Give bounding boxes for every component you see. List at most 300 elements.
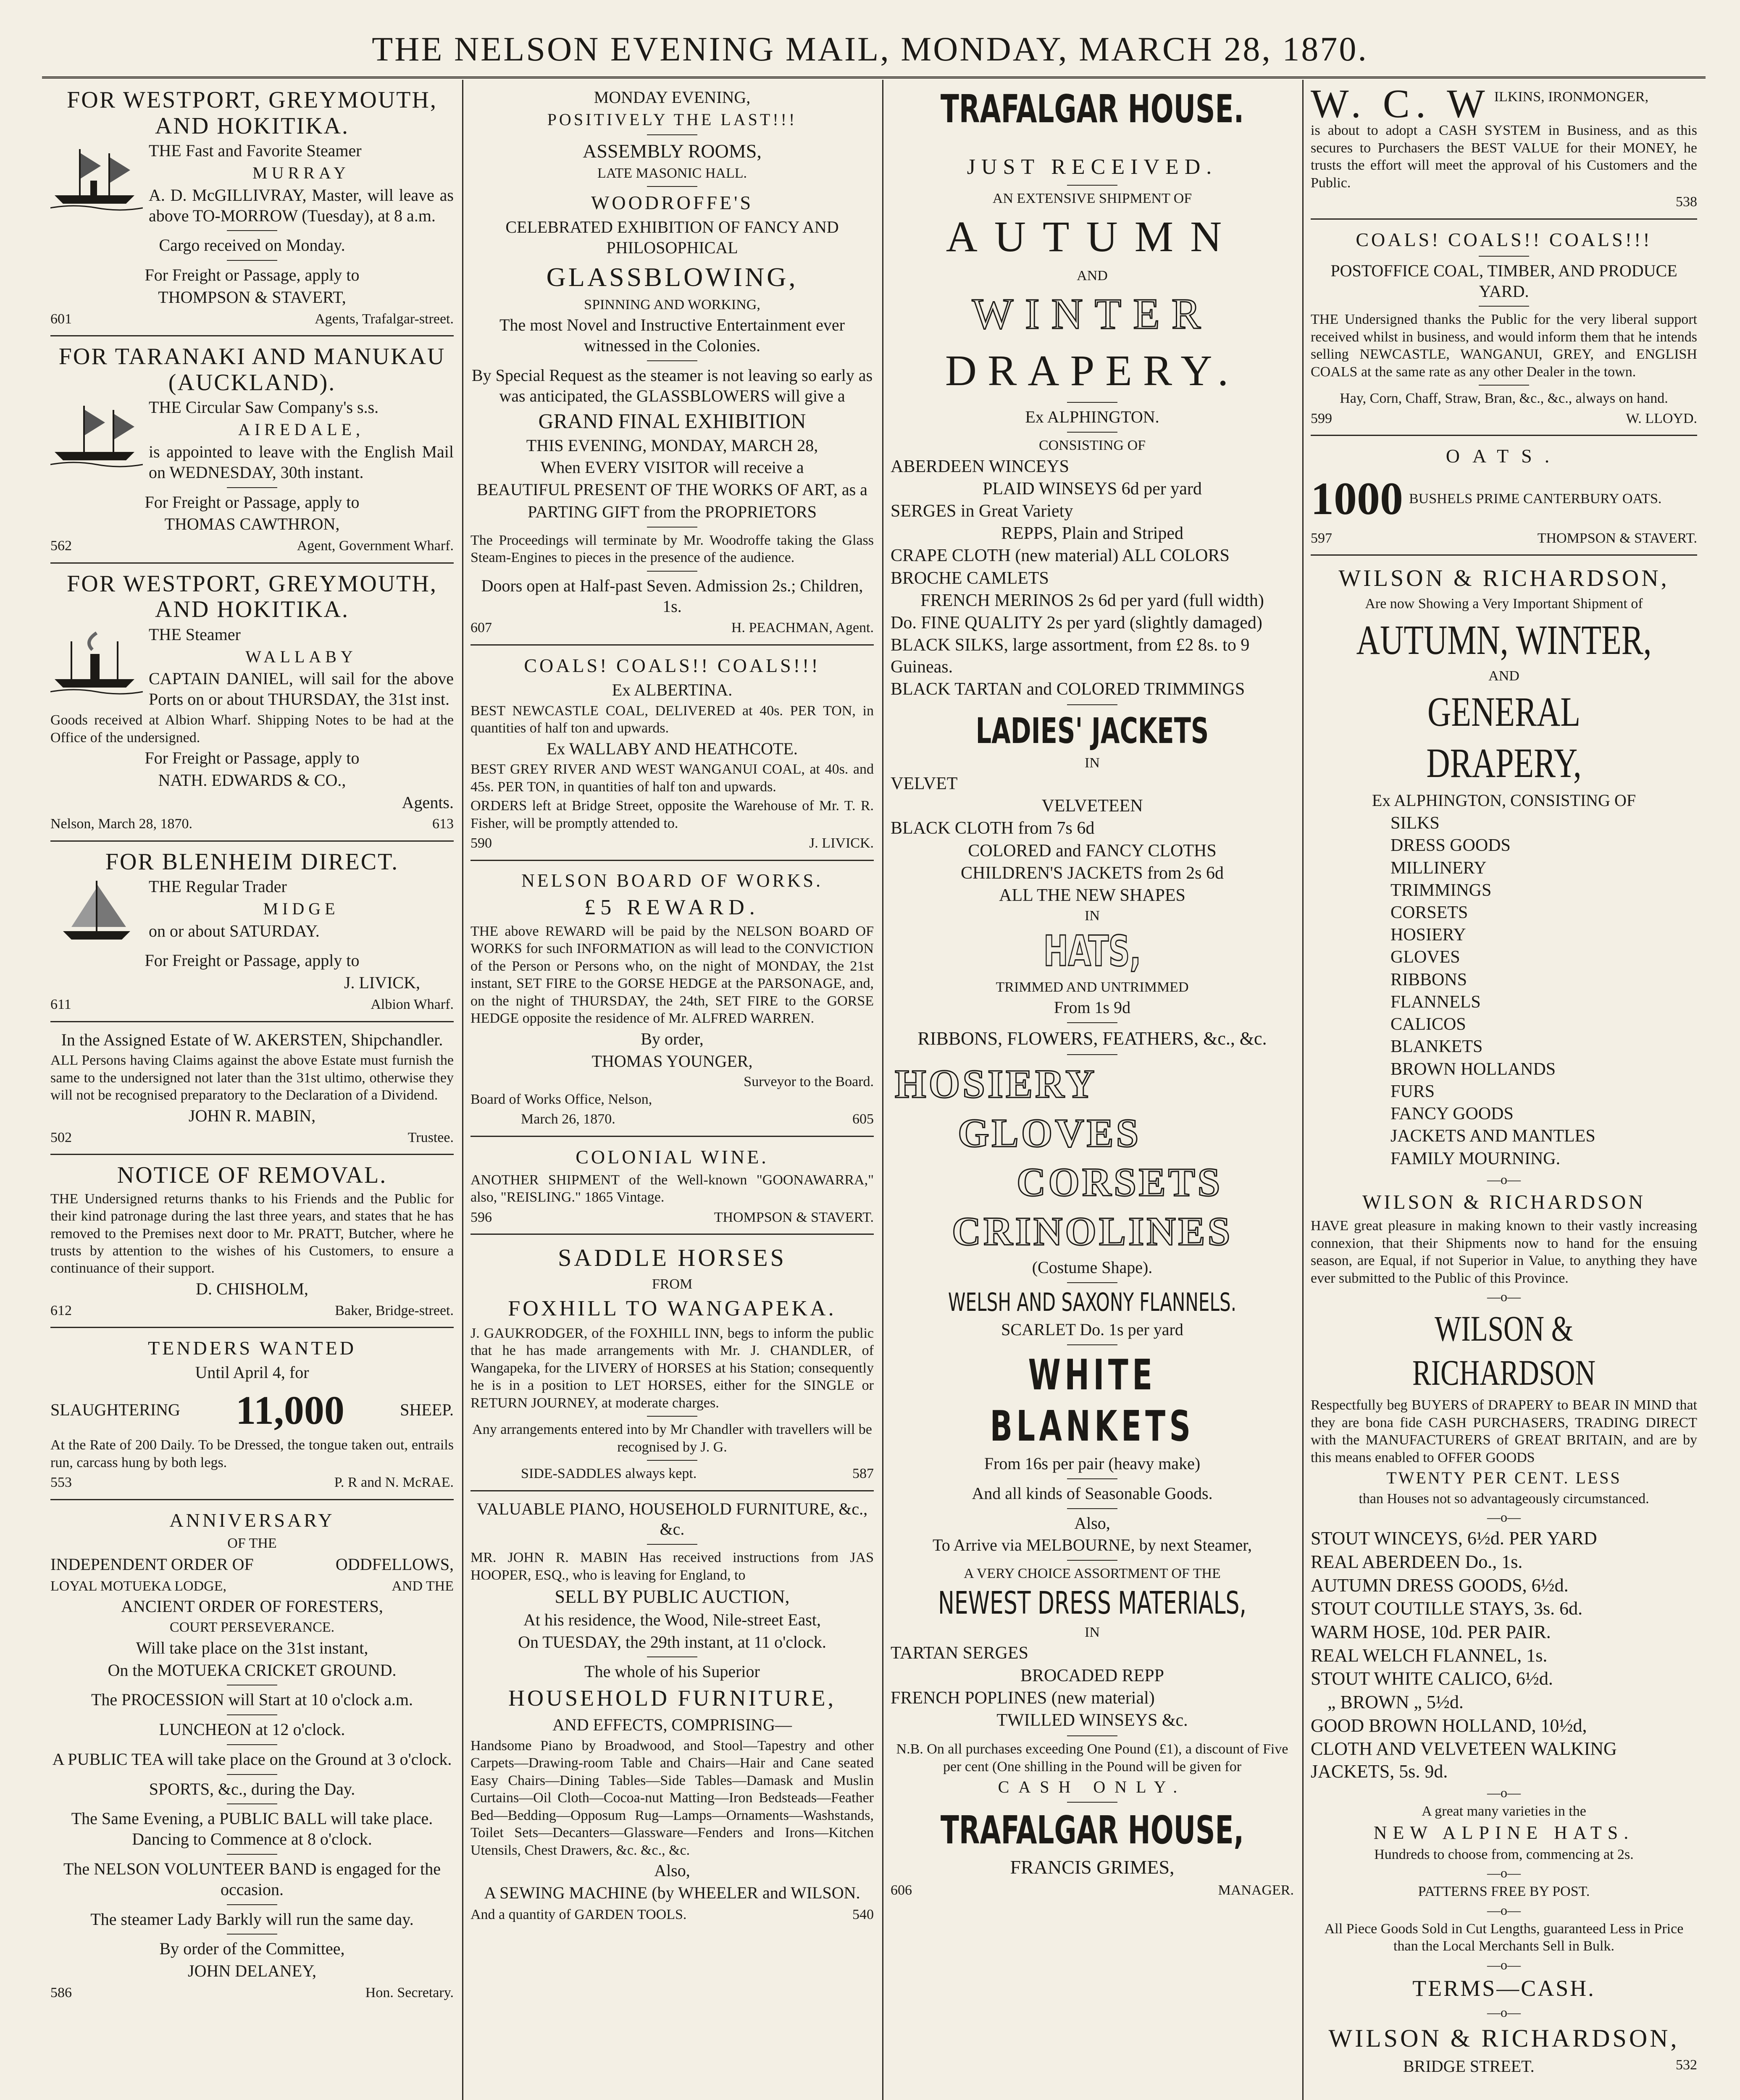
ad-text: The Same Evening, a PUBLIC BALL will take place. Dancing to Commence at 8 o'clock. — [71, 1809, 433, 1849]
ad-text: Handsome Piano by Broadwood, and Stool—Tapestry and other Carpets—Drawing-room Table and Chairs—Hair and Cane seated Easy Chairs—Dining Tables—Side Tables—Damask and Muslin Curtains—Oil Cloth—Cocoa-nut Matting—Iron Bedsteads—Feather Bed—Bedding—Opposum Rug—Lamps—Ornaments—Washstands, Toilet Sets—Decanters—Glassware—Fenders and Irons—Kitchen Utensils, Chest Drawers, &c. &c., &c. — [470, 1738, 874, 1858]
signer-name: THOMPSON & STAVERT. — [1537, 530, 1697, 546]
signer-name: JOHN DELANEY, — [188, 1961, 316, 1981]
list-item: CHILDREN'S JACKETS from 2s 6d — [961, 863, 1224, 883]
ad-number: 586 — [50, 1985, 72, 2001]
top-rule — [42, 76, 1706, 79]
ad-airedale — [50, 336, 454, 563]
ad-murray — [50, 80, 454, 336]
ad-text: CONSISTING OF — [1038, 438, 1146, 454]
list-item: TRIMMINGS — [1390, 880, 1492, 900]
ad-number: 601 — [50, 311, 72, 327]
list-item: CALICOS — [1390, 1015, 1466, 1034]
oats-amount: 1000 — [1311, 473, 1403, 525]
ad-number: 607 — [470, 620, 492, 636]
price-item: STOUT COUTILLE STAYS, 3s. 6d. — [1311, 1598, 1583, 1619]
signer-tag: Surveyor to the Board. — [744, 1074, 874, 1090]
divider — [1067, 1802, 1117, 1803]
agent-name: J. LIVICK, — [344, 973, 420, 992]
ad-number: 532 — [1676, 2057, 1697, 2073]
ad-headline: HOUSEHOLD FURNITURE, — [508, 1685, 836, 1711]
ad-text: By order, — [641, 1029, 704, 1048]
list-item: MILLINERY — [1390, 858, 1487, 878]
ad-text: From 1s 9d — [1054, 998, 1131, 1017]
ad-text: POSITIVELY THE LAST!!! — [547, 110, 797, 129]
ad-text: POSTOFFICE COAL, TIMBER, AND PRODUCE YARD. — [1330, 261, 1677, 301]
ad-headline: WILSON & RICHARDSON — [1412, 1308, 1596, 1393]
divider — [227, 1744, 277, 1745]
price-item: REAL ABERDEEN Do., 1s. — [1311, 1551, 1523, 1572]
masthead: THE NELSON EVENING MAIL, MONDAY, MARCH 28, 1870. — [372, 30, 1368, 68]
ad-text: The most Novel and Instructive Entertainment ever witnessed in the Colonies. — [499, 315, 845, 355]
ad-text: SHEEP. — [400, 1400, 454, 1420]
ad-title: COALS! COALS!! COALS!!! — [524, 654, 820, 676]
ad-headline: CRINOLINES — [951, 1209, 1233, 1254]
list-item: BROCHE CAMLETS — [891, 568, 1049, 588]
agent-name: THOMAS CAWTHRON, — [164, 514, 340, 534]
price-item: „ BROWN „ 5½d. — [1327, 1691, 1464, 1712]
ad-text: LUNCHEON at 12 o'clock. — [159, 1720, 345, 1739]
ad-title: FOR WESTPORT, GREYMOUTH, AND HOKITIKA. — [67, 570, 437, 623]
divider — [647, 1656, 697, 1657]
ad-text: On TUESDAY, the 29th instant, at 11 o'clock. — [518, 1632, 826, 1651]
divider — [227, 1854, 277, 1855]
ad-text: PATTERNS FREE BY POST. — [1418, 1884, 1590, 1900]
divider — [1479, 256, 1529, 257]
list-item: BLACK TARTAN and COLORED TRIMMINGS — [891, 679, 1245, 699]
ad-text: CASH ONLY. — [998, 1777, 1187, 1797]
ad-title: FOR WESTPORT, GREYMOUTH, AND HOKITIKA. — [67, 87, 437, 139]
ad-text: THE Steamer — [149, 625, 241, 644]
ad-headline: WELSH AND SAXONY FLANNELS. — [948, 1288, 1237, 1318]
signer-name: J. LIVICK. — [809, 835, 874, 851]
divider — [227, 1904, 277, 1905]
ad-text: For Freight or Passage, apply to — [145, 265, 360, 285]
ad-text: Board of Works Office, Nelson, — [470, 1091, 652, 1107]
ad-number: 538 — [1676, 194, 1697, 210]
list-item: Do. FINE QUALITY 2s per yard (slightly damaged) — [891, 613, 1262, 633]
ad-text: SCARLET Do. 1s per yard — [1001, 1320, 1183, 1339]
list-item: BLANKETS — [1390, 1037, 1483, 1057]
ad-number: 553 — [50, 1475, 72, 1491]
ad-title: FOR BLENHEIM DIRECT. — [105, 848, 399, 875]
ad-number: 596 — [470, 1209, 492, 1225]
ad-headline: GLASSBLOWING, — [546, 262, 798, 292]
divider — [1067, 432, 1117, 433]
divider — [1067, 185, 1117, 186]
ad-headline: AUTUMN — [946, 213, 1239, 261]
ad-initials: W. C. W — [1311, 86, 1491, 126]
divider — [1067, 1478, 1117, 1479]
list-item: PLAID WINSEYS 6d per yard — [983, 479, 1202, 499]
divider — [647, 186, 697, 187]
ad-wilson-richardson — [1311, 556, 1697, 2084]
ornament: —o— — [1487, 1957, 1521, 1972]
divider — [1067, 1282, 1117, 1283]
ornament: —o— — [1487, 1289, 1521, 1305]
ship-name: WALLABY — [245, 647, 357, 666]
ad-title: FOR TARANAKI AND MANUKAU (AUCKLAND). — [58, 344, 446, 396]
reward-amount: £5 REWARD. — [584, 895, 760, 920]
ad-text: ANOTHER SHIPMENT of the Well-known "GOONAWARRA," also, "REISLING." 1865 Vintage. — [470, 1172, 874, 1205]
ad-text: BEAUTIFUL PRESENT OF THE WORKS OF ART, as a — [477, 480, 867, 499]
ad-text: PARTING GIFT from the PROPRIETORS — [527, 502, 817, 521]
divider — [227, 260, 277, 261]
ad-text: Hay, Corn, Chaff, Straw, Bran, &c., &c., always on hand. — [1340, 391, 1668, 407]
list-item: IN — [1085, 908, 1100, 924]
list-item: BROCADED REPP — [1020, 1666, 1164, 1685]
ad-text: INDEPENDENT ORDER OF — [50, 1555, 254, 1574]
ad-title: SADDLE HORSES — [558, 1244, 786, 1272]
ad-text: ODDFELLOWS, — [335, 1555, 454, 1574]
ad-text: N.B. On all purchases exceeding One Pound (£1), a discount of Five per cent (One shilling in the Pound will be given for — [896, 1741, 1288, 1774]
signer-tag: Baker, Bridge-street. — [335, 1302, 454, 1318]
ship-icon — [50, 877, 143, 948]
divider — [647, 1460, 697, 1461]
ad-text: JUST RECEIVED. — [967, 155, 1218, 179]
ad-text: LOYAL MOTUEKA LODGE, — [50, 1578, 226, 1594]
ad-text: is about to adopt a CASH SYSTEM in Business, and as this secures to Purchasers the BEST VALUE for their MONEY, he trusts the effort will meet the approval of his Customers and the Public. — [1311, 123, 1697, 191]
list-item: SILKS — [1390, 814, 1440, 833]
ad-wallaby — [50, 564, 454, 842]
divider — [1067, 402, 1117, 403]
ad-text: SPINNING AND WORKING, — [584, 297, 760, 312]
list-item: BROWN HOLLANDS — [1390, 1059, 1556, 1079]
ad-text: A. D. McGILLIVRAY, Master, will leave as above TO-MORROW (Tuesday), at 8 a.m. — [149, 185, 454, 225]
ad-text: RIBBONS, FLOWERS, FEATHERS, &c., &c. — [917, 1028, 1267, 1049]
divider — [1067, 1560, 1117, 1561]
agent-name: NATH. EDWARDS & CO., — [158, 770, 346, 790]
ad-number: 597 — [1311, 530, 1332, 546]
ad-title: TRAFALGAR HOUSE. — [940, 87, 1244, 131]
price-item: AUTUMN DRESS GOODS, 6½d. — [1311, 1575, 1569, 1596]
ad-text: BEST GREY RIVER AND WEST WANGANUI COAL, at 40s. and 45s. PER TON, in quantities of half ton and upwards. — [470, 761, 874, 795]
ad-text: From 16s per pair (heavy make) — [984, 1454, 1201, 1473]
divider — [227, 1774, 277, 1775]
list-item: CORSETS — [1390, 903, 1468, 922]
list-item: FURS — [1390, 1082, 1435, 1101]
sheep-count: 11,000 — [236, 1388, 344, 1433]
ad-text: ANCIENT ORDER OF FORESTERS, — [121, 1597, 383, 1616]
ad-date: March 26, 1870. — [521, 1111, 615, 1127]
ad-text: AN EXTENSIVE SHIPMENT OF — [992, 190, 1192, 206]
divider — [1479, 385, 1529, 386]
divider — [227, 230, 277, 231]
signer-name: H. PEACHMAN, Agent. — [731, 620, 874, 636]
divider — [1067, 704, 1117, 705]
ad-tenders — [50, 1328, 454, 1500]
column-1 — [42, 80, 462, 2100]
ad-coals-livick — [470, 646, 874, 861]
ad-oats — [1311, 436, 1697, 556]
ad-text: All Piece Goods Sold in Cut Lengths, guaranteed Less in Price than the Local Merchants Sell in Bulk. — [1324, 1921, 1684, 1954]
ad-headline: WINTER — [972, 290, 1213, 339]
ad-text: For Freight or Passage, apply to — [145, 748, 360, 767]
divider — [1067, 1344, 1117, 1345]
ad-text: BEST NEWCASTLE COAL, DELIVERED at 40s. PER TON, in quantities of half ton and upwards. — [470, 703, 874, 736]
price-item: CLOTH AND VELVETEEN WALKING JACKETS, 5s. 9d. — [1311, 1738, 1617, 1782]
list-item: FRENCH POPLINES (new material) — [891, 1688, 1155, 1708]
ad-title: NELSON BOARD OF WORKS. — [521, 870, 823, 891]
ad-trafalgar-house — [891, 80, 1294, 1907]
agent-tag: Albion Wharf. — [371, 997, 454, 1013]
ad-number: 605 — [852, 1111, 874, 1127]
ad-coals-lloyd — [1311, 220, 1697, 436]
signer-name: P. R and N. McRAE. — [334, 1475, 454, 1491]
ad-text: LATE MASONIC HALL. — [597, 165, 747, 181]
ad-text: The PROCESSION will Start at 10 o'clock a.m. — [91, 1690, 413, 1709]
ad-title: NOTICE OF REMOVAL. — [117, 1162, 387, 1188]
store-address: BRIDGE STREET. — [1403, 2056, 1535, 2076]
ad-title: TENDERS WANTED — [148, 1337, 356, 1359]
ad-text: Will take place on the 31st instant, — [136, 1638, 368, 1657]
ad-text: IN — [1085, 1624, 1100, 1640]
ad-headline: FOXHILL TO WANGAPEKA. — [508, 1297, 836, 1321]
divider — [227, 1934, 277, 1935]
ad-text: (Costume Shape). — [1032, 1258, 1153, 1277]
divider — [1067, 1054, 1117, 1055]
ad-text: By Special Request as the steamer is not leaving so early as was anticipated, the GLASSBLOWERS will give a — [471, 366, 873, 405]
signer-tag: MANAGER. — [1218, 1882, 1294, 1898]
divider — [647, 1416, 697, 1417]
ad-number: 613 — [432, 816, 454, 832]
ad-text: THE Circular Saw Company's s.s. — [149, 398, 379, 417]
ad-text: Ex ALPHINGTON. — [1025, 407, 1159, 427]
steamer-icon — [50, 625, 143, 696]
list-item: ABERDEEN WINCEYS — [891, 457, 1070, 476]
ad-text: A PUBLIC TEA will take place on the Ground at 3 o'clock. — [52, 1749, 452, 1769]
ad-text: FROM — [652, 1276, 693, 1292]
ad-text: TWENTY PER CENT. LESS — [1386, 1468, 1622, 1487]
list-item: VELVET — [891, 774, 958, 794]
ad-text: CAPTAIN DANIEL, will sail for the above Ports on or about THURSDAY, the 31st inst. — [149, 669, 454, 709]
ad-glassblowing — [470, 80, 874, 646]
ad-text: By order of the Committee, — [159, 1939, 345, 1958]
ad-headline: HATS, — [1043, 926, 1141, 976]
ad-text: Also, — [1074, 1513, 1110, 1533]
ad-title: In the Assigned Estate of W. AKERSTEN, Shipchandler. — [61, 1030, 443, 1049]
price-item: WARM HOSE, 10d. PER PAIR. — [1311, 1621, 1551, 1642]
ad-headline: GENERAL DRAPERY, — [1426, 688, 1582, 787]
ad-text: AND — [1077, 268, 1108, 284]
divider — [647, 360, 697, 361]
ad-text: AND EFFECTS, COMPRISING— — [552, 1715, 792, 1735]
price-item: REAL WELCH FLANNEL, 1s. — [1311, 1645, 1548, 1666]
list-item: GLOVES — [1390, 948, 1460, 967]
signer-name: D. CHISHOLM, — [196, 1279, 308, 1298]
ad-number: 562 — [50, 538, 72, 554]
ad-text: On the MOTUEKA CRICKET GROUND. — [108, 1660, 397, 1680]
ad-text: The NELSON VOLUNTEER BAND is engaged for the occasion. — [63, 1859, 441, 1899]
ad-text: At the Rate of 200 Daily. To be Dressed, the tongue taken out, entrails run, carcass hung by both legs. — [50, 1437, 454, 1470]
ad-text: When EVERY VISITOR will receive a — [540, 458, 804, 477]
price-item: STOUT WINCEYS, 6½d. PER YARD — [1311, 1528, 1597, 1549]
ad-number: 599 — [1311, 410, 1332, 426]
ad-text: Hundreds to choose from, commencing at 2s. — [1374, 1846, 1634, 1862]
ad-headline: LADIES' JACKETS — [975, 710, 1209, 752]
ad-text: OF THE — [227, 1535, 277, 1551]
ad-text: CELEBRATED EXHIBITION OF FANCY AND PHILOSOPHICAL — [505, 218, 839, 257]
ad-number: 502 — [50, 1129, 72, 1145]
price-item: STOUT WHITE CALICO, 6½d. — [1311, 1668, 1553, 1689]
ad-text: AND — [1488, 668, 1519, 684]
ad-text: THE Fast and Favorite Steamer — [149, 141, 362, 160]
list-item: TWILLED WINSEYS &c. — [996, 1711, 1188, 1730]
list-item: REPPS, Plain and Striped — [1001, 524, 1184, 543]
ship-icon — [50, 397, 143, 469]
ad-text: ALL Persons having Claims against the above Estate must furnish the same to the undersigned not later than the 31st ultimo, otherwise they will not be recognised preparatory to the Declaration of a Dividend. — [50, 1053, 454, 1103]
ad-text: Any arrangements entered into by Mr Chandler with travellers will be recognised by J. G. — [472, 1422, 872, 1455]
ad-removal — [50, 1155, 454, 1328]
ad-title: COALS! COALS!! COALS!!! — [1356, 228, 1652, 250]
ornament: —o— — [1487, 1902, 1521, 1918]
ad-text: A great many varieties in the — [1422, 1803, 1586, 1819]
ad-text: Until April 4, for — [195, 1363, 309, 1382]
ad-text: Ex WALLABY AND HEATHCOTE. — [547, 739, 798, 758]
ad-title: WILSON & RICHARDSON, — [1338, 565, 1669, 592]
ad-text: SPORTS, &c., during the Day. — [149, 1779, 355, 1798]
ad-text: THE Undersigned returns thanks to his Friends and the Public for their kind patronage during the last three years, and states that he has removed to the Premises next door to Mr. PRATT, Butcher, where he trusts by attention to the wishes of his Customers, to ensure a continuance of their support. — [50, 1191, 454, 1276]
ad-title: WOODROFFE'S — [591, 192, 754, 214]
agent-tag: Agents, Trafalgar-street. — [315, 311, 454, 327]
ad-text: BUSHELS PRIME CANTERBURY OATS. — [1409, 491, 1662, 507]
ad-akersten-estate — [50, 1022, 454, 1155]
ad-headline: GRAND FINAL EXHIBITION — [538, 409, 806, 433]
ad-text: HAVE great pleasure in making known to their vastly increasing connexion, that their Shipments now to hand for the ensuing season, are Equal, if not Superior in Value, to anything they have ever submitted to the Public of this Province. — [1311, 1218, 1697, 1286]
column-3 — [882, 80, 1302, 2100]
column-4 — [1302, 80, 1706, 2100]
list-item: JACKETS AND MANTLES — [1390, 1126, 1595, 1146]
divider — [1067, 1735, 1117, 1736]
ad-text: A SEWING MACHINE (by WHEELER and WILSON. — [484, 1883, 860, 1902]
ad-text: J. GAUKRODGER, of the FOXHILL INN, begs to inform the public that he has made arrangements with Mr. J. CHANDLER, of Wangapeka, for the LIVERY of HORSES at his Station; consequently he is in a position to LET HORSES, either for the SINGLE or RETURN JOURNEY, at moderate charges. — [470, 1325, 874, 1411]
ad-midge — [50, 842, 454, 1022]
price-item: GOOD BROWN HOLLAND, 10½d, — [1311, 1715, 1587, 1736]
ad-text: TRIMMED AND UNTRIMMED — [996, 979, 1189, 995]
ad-text: And a quantity of GARDEN TOOLS. — [470, 1906, 687, 1922]
divider — [227, 1714, 277, 1715]
ad-title: WILSON & RICHARDSON — [1362, 1191, 1645, 1213]
ad-text: SIDE-SADDLES always kept. — [521, 1466, 697, 1482]
ad-text: MR. JOHN R. MABIN Has received instructions from JAS HOOPER, ESQ., who is leaving for England, to — [470, 1550, 874, 1583]
ad-text: Also, — [654, 1861, 690, 1880]
ad-text: THE above REWARD will be paid by the NELSON BOARD OF WORKS for such INFORMATION as will lead to the CONVICTION of the Person or Persons who, on the night of MONDAY, the 21st instant, SET FIRE to the GORSE HEDGE at the PARSONAGE, and, on the night of THURSDAY, the 24th, SET FIRE to the GORSE HEDGE opposite the residence of Mr. ALFRED WARREN. — [470, 923, 874, 1026]
ad-headline: AUTUMN, WINTER, — [1356, 616, 1652, 663]
list-item: BLACK SILKS, large assortment, from £2 8s. to 9 Guineas. — [891, 635, 1250, 677]
list-item: COLORED and FANCY CLOTHS — [968, 841, 1217, 861]
divider — [227, 487, 277, 488]
ad-text: MONDAY EVENING, — [594, 88, 751, 107]
ad-headline: NEW ALPINE HATS. — [1373, 1822, 1635, 1843]
list-item: FRENCH MERINOS 2s 6d per yard (full width) — [920, 591, 1264, 610]
signer-tag: Trustee. — [407, 1129, 454, 1145]
ad-text: Are now Showing a Very Important Shipment of — [1365, 596, 1643, 612]
manager-name: FRANCIS GRIMES, — [1010, 1856, 1175, 1878]
ornament: —o— — [1487, 1785, 1521, 1800]
column-2 — [462, 80, 882, 2100]
list-item: DRESS GOODS — [1390, 836, 1511, 856]
ship-name: MIDGE — [263, 899, 339, 919]
list-item: FLANNELS — [1390, 992, 1481, 1012]
ad-text: The Proceedings will terminate by Mr. Woodroffe taking the Glass Steam-Engines to pieces in the presence of the audience. — [470, 532, 874, 566]
ad-text: The steamer Lady Barkly will run the same day. — [90, 1909, 414, 1929]
ad-headline: DRAPERY. — [945, 346, 1240, 395]
list-item: CRAPE CLOTH (new material) ALL COLORS — [891, 546, 1230, 566]
ad-text: Cargo received on Monday. — [159, 236, 345, 255]
ad-text: Doors open at Half-past Seven. Admission 2s.; Children, 1s. — [481, 576, 863, 616]
ad-headline: NEWEST DRESS MATERIALS, — [938, 1585, 1246, 1621]
ad-board-of-works — [470, 861, 874, 1137]
ad-number: 606 — [891, 1882, 912, 1898]
ad-text: To Arrive via MELBOURNE, by next Steamer, — [933, 1536, 1252, 1555]
agent-name: THOMPSON & STAVERT, — [158, 287, 346, 307]
ad-text: Goods received at Albion Wharf. Shipping Notes to be had at the Office of the undersigned. — [50, 712, 454, 746]
ad-number: 611 — [50, 997, 71, 1013]
list-item: FAMILY MOURNING. — [1390, 1149, 1561, 1168]
list-item: ALL THE NEW SHAPES — [999, 886, 1185, 906]
divider — [647, 134, 697, 135]
ad-saddle-horses — [470, 1235, 874, 1491]
ad-text: than Houses not so advantageously circumstanced. — [1359, 1491, 1649, 1507]
ad-headline: WHITE BLANKETS — [990, 1350, 1195, 1451]
ad-text: Ex ALBERTINA. — [612, 680, 733, 699]
list-item: SERGES in Great Variety — [891, 501, 1073, 521]
ad-text: IN — [1085, 755, 1100, 771]
ad-text: SLAUGHTERING — [50, 1400, 180, 1420]
ornament: —o— — [1487, 1865, 1521, 1881]
ad-text: is appointed to leave with the English Mail on WEDNESDAY, 30th instant. — [149, 442, 454, 482]
ad-text: THE Regular Trader — [149, 877, 287, 896]
signer-name: THOMPSON & STAVERT. — [714, 1209, 874, 1225]
ad-title: COLONIAL WINE. — [576, 1146, 769, 1168]
ad-number: 612 — [50, 1302, 72, 1318]
signer-name: THOMAS YOUNGER, — [591, 1051, 753, 1071]
venue-name: ASSEMBLY ROOMS, — [583, 140, 762, 162]
ad-text: THE Undersigned thanks the Public for the very liberal support received whilst in business, and would inform them that he intends selling NEWCASTLE, WANGANUI, GREY, and ENGLISH COALS at the same rate as any other Dealer in the town. — [1311, 312, 1697, 380]
ship-icon — [50, 141, 143, 212]
ornament: —o— — [1487, 1171, 1521, 1187]
divider — [1479, 306, 1529, 307]
ad-headline: HOSIERY — [895, 1061, 1097, 1106]
ad-title: WILSON & RICHARDSON, — [1328, 2024, 1680, 2052]
ship-name: MURRAY — [252, 163, 350, 182]
ad-text: COURT PERSEVERANCE. — [169, 1620, 335, 1635]
ad-headline: TERMS—CASH. — [1412, 1975, 1595, 2001]
list-item: TARTAN SERGES — [891, 1643, 1028, 1663]
ship-name: AIREDALE, — [238, 420, 364, 439]
ad-text: on or about SATURDAY. — [149, 921, 320, 941]
ad-text: THIS EVENING, MONDAY, MARCH 28, — [526, 436, 818, 455]
divider — [1067, 1508, 1117, 1509]
list-item: VELVETEEN — [1041, 796, 1143, 816]
ad-number: 587 — [852, 1466, 874, 1482]
signer-tag: Hon. Secretary. — [365, 1985, 454, 2001]
ad-anniversary — [50, 1500, 454, 2009]
signer-name: W. LLOYD. — [1626, 410, 1697, 426]
ad-number: 540 — [852, 1906, 874, 1922]
ad-auction — [470, 1491, 874, 1931]
ad-title: TRAFALGAR HOUSE, — [940, 1808, 1244, 1853]
ad-title: OATS. — [1446, 445, 1562, 467]
ad-text: And all kinds of Seasonable Goods. — [972, 1483, 1213, 1503]
ad-headline: CORSETS — [1017, 1160, 1223, 1205]
divider — [1067, 1022, 1117, 1023]
ornament: —o— — [1487, 2004, 1521, 2020]
ad-title: VALUABLE PIANO, HOUSEHOLD FURNITURE, &c., &c. — [476, 1499, 868, 1539]
ad-wilkins — [1311, 80, 1697, 220]
ad-text: The whole of his Superior — [584, 1662, 760, 1681]
list-item: FANCY GOODS — [1390, 1104, 1514, 1124]
ornament: —o— — [1487, 1509, 1521, 1525]
